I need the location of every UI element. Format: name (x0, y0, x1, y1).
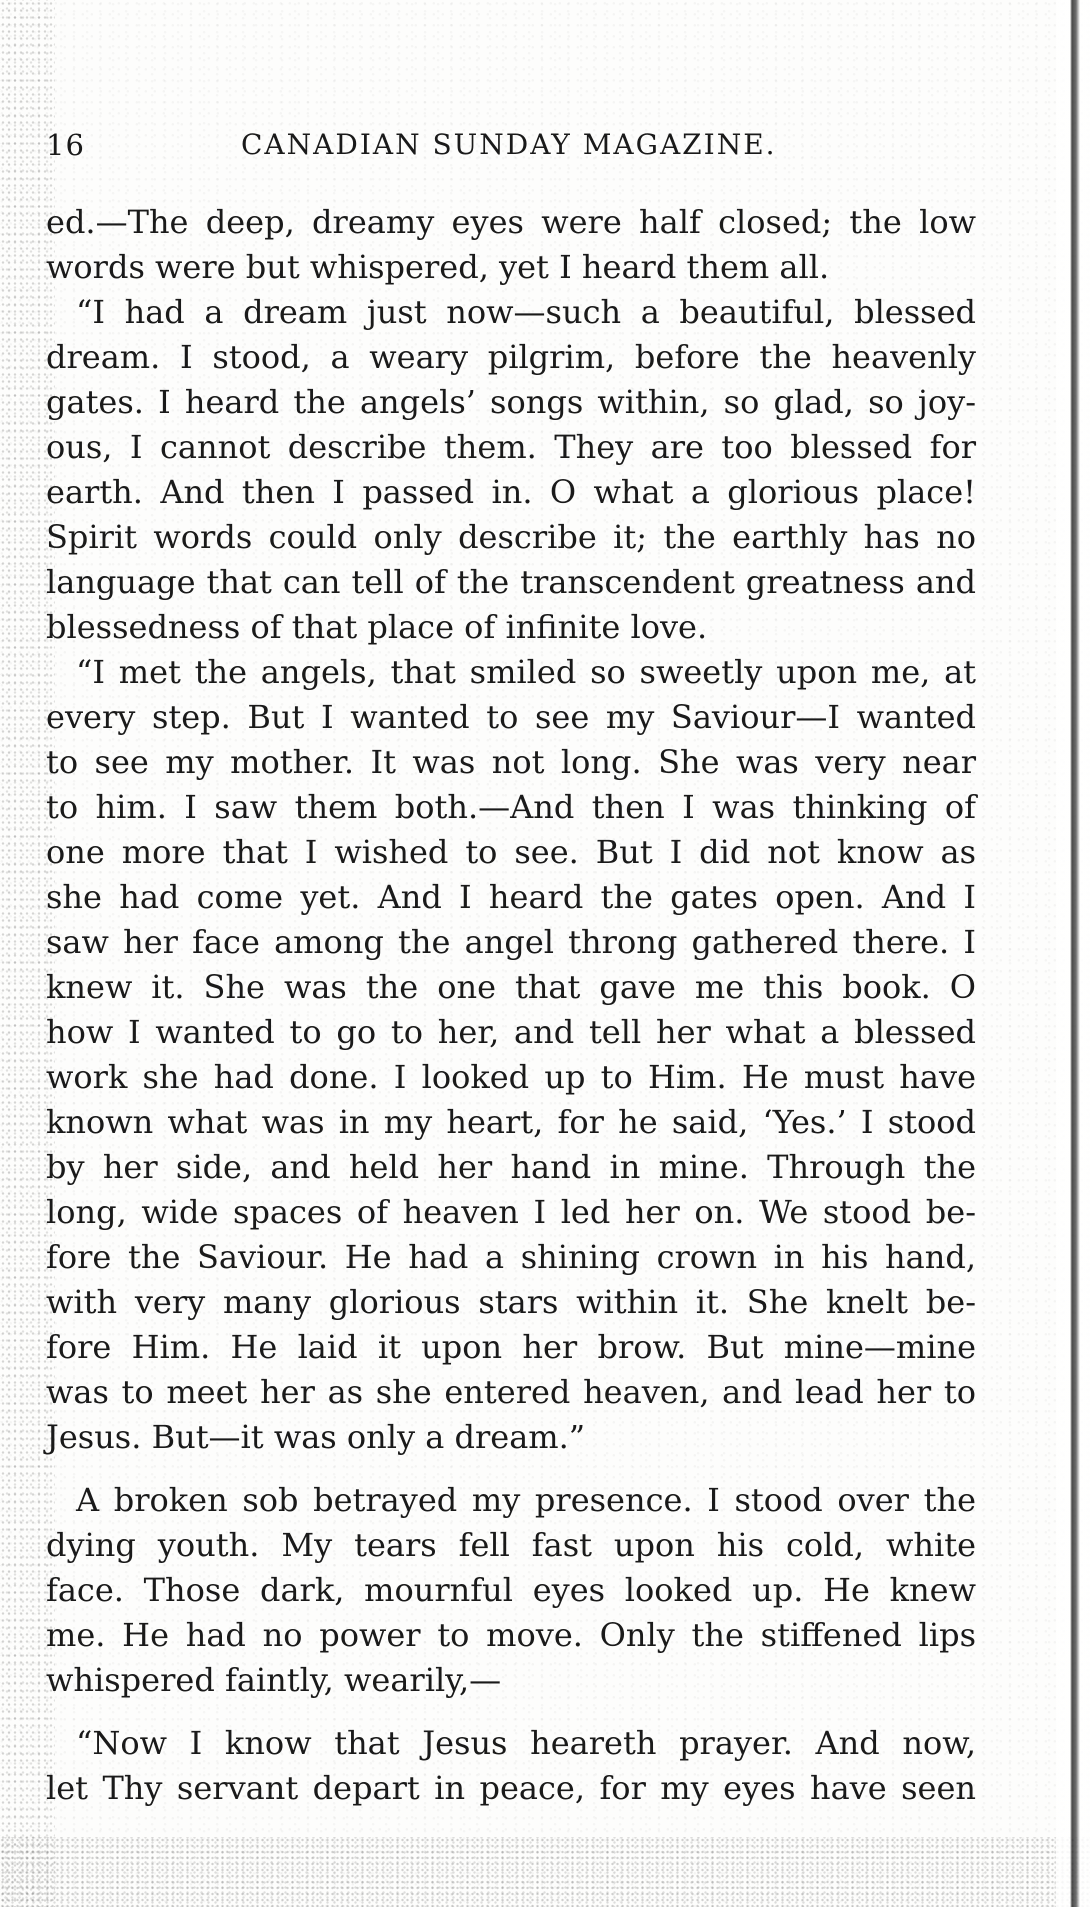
text-line: how I wanted to go to her, and tell her what a blessed (46, 1013, 976, 1051)
text-line: gates. I heard the angels’ songs within, so glad, so joy- (46, 383, 976, 421)
text-line: saw her face among the angel throng gathered there. I (46, 923, 976, 961)
text-line: known what was in my heart, for he said, ‘Yes.’ I stood (46, 1103, 976, 1141)
text-line: let Thy servant depart in peace, for my eyes have seen (46, 1769, 976, 1807)
text-line: Spirit words could only describe it; the earthly has no (46, 518, 976, 556)
text-line: by her side, and held her hand in mine. Through the (46, 1148, 976, 1186)
text-line: face. Those dark, mournful eyes looked up. He knew (46, 1571, 976, 1609)
text-line: ous, I cannot describe them. They are too blessed for (46, 428, 976, 466)
scan-noise-bottom (0, 1837, 1090, 1907)
text-line: earth. And then I passed in. O what a glorious place! (46, 473, 976, 511)
paragraph-gap (46, 1460, 976, 1478)
binding-edge (1056, 0, 1090, 1907)
text-line: was to meet her as she entered heaven, and lead her to (46, 1373, 976, 1411)
page-number: 16 (46, 128, 85, 162)
text-line: with very many glorious stars within it. She knelt be- (46, 1283, 976, 1321)
body-text (46, 200, 976, 1811)
text-line: to him. I saw them both.—And then I was thinking of (46, 788, 976, 826)
text-line: dying youth. My tears fell fast upon his cold, white (46, 1526, 976, 1564)
text-line: “I had a dream just now—such a beautiful, blessed (76, 293, 976, 331)
text-line: every step. But I wanted to see my Saviour—I wanted (46, 698, 976, 736)
page-header (46, 128, 976, 168)
text-line: “Now I know that Jesus heareth prayer. And now, (76, 1724, 976, 1762)
text-line: fore the Saviour. He had a shining crown in his hand, (46, 1238, 976, 1276)
text-line: fore Him. He laid it upon her brow. But mine—mine (46, 1328, 976, 1366)
text-line: blessedness of that place of infinite love. (46, 608, 708, 646)
text-line: “I met the angels, that smiled so sweetly upon me, at (76, 653, 976, 691)
text-line: knew it. She was the one that gave me this book. O (46, 968, 976, 1006)
text-line: A broken sob betrayed my presence. I stood over the (76, 1481, 976, 1519)
text-line: dream. I stood, a weary pilgrim, before the heavenly (46, 338, 976, 376)
text-line: she had come yet. And I heard the gates open. And I (46, 878, 976, 916)
text-line: whispered faintly, wearily,— (46, 1661, 502, 1699)
text-line: Jesus. But—it was only a dream.” (46, 1418, 586, 1456)
running-title: CANADIAN SUNDAY MAGAZINE. (241, 128, 777, 161)
text-line: me. He had no power to move. Only the stiffened lips (46, 1616, 976, 1654)
text-line: ed.—The deep, dreamy eyes were half closed; the low (46, 203, 976, 241)
text-line: work she had done. I looked up to Him. He must have (46, 1058, 976, 1096)
text-line: language that can tell of the transcendent greatness and (46, 563, 976, 601)
text-line: long, wide spaces of heaven I led her on. We stood be- (46, 1193, 976, 1231)
text-line: to see my mother. It was not long. She was very near (46, 743, 976, 781)
text-line: words were but whispered, yet I heard them all. (46, 248, 830, 286)
paragraph-gap (46, 1703, 976, 1721)
text-line: one more that I wished to see. But I did not know as (46, 833, 976, 871)
